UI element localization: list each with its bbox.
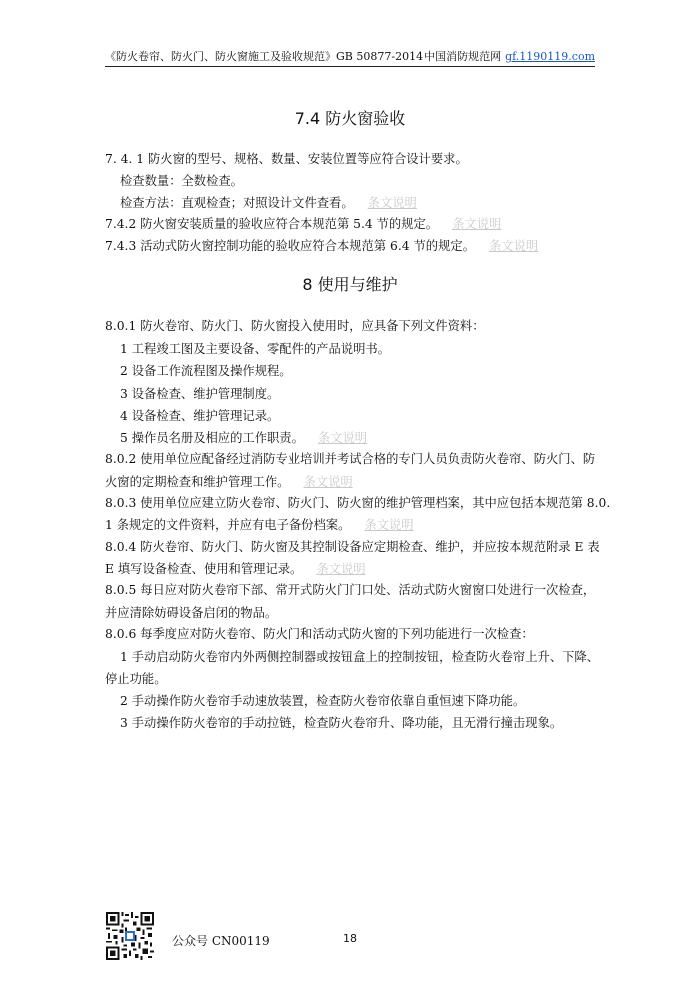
header-site	[424, 50, 595, 64]
page-header	[105, 50, 595, 67]
page-number: 18	[343, 932, 357, 945]
clause-8-0-3-cont: 1 条规定的文件资料，并应有电子备份档案。 条文说明	[105, 518, 414, 532]
clause-note-link[interactable]: 条文说明	[316, 562, 366, 576]
clause-8-0-5: 8.0.5 每日应对防火卷帘下部、常开式防火门门口处、活动式防火窗窗口处进行一次检查，	[105, 583, 596, 597]
clause-8-0-2-cont: 火窗的定期检查和维护管理工作。 条文说明	[105, 475, 353, 489]
section-7-4-title: 7.4 防火窗验收	[294, 109, 406, 128]
check-quantity: 检查数量：全数检查。	[120, 174, 243, 188]
list-item: 4 设备检查、维护管理记录。	[120, 409, 280, 423]
check-method: 检查方法：直观检查；对照设计文件查看。 条文说明	[120, 196, 417, 210]
clause-note-link[interactable]: 条文说明	[303, 475, 353, 489]
clause-8-0-6: 8.0.6 每季度应对防火卷帘、防火门和活动式防火窗的下列功能进行一次检查：	[105, 627, 534, 641]
clause-note-link[interactable]: 条文说明	[364, 518, 414, 532]
clause-7-4-2: 7.4.2 防火窗安装质量的验收应符合本规范第 5.4 节的规定。 条文说明	[105, 217, 502, 231]
footer-account: 公众号 CN00119	[172, 934, 270, 948]
clause-note-link[interactable]: 条文说明	[367, 196, 417, 210]
clause-note-link[interactable]: 条文说明	[452, 217, 502, 231]
list-item: 1 工程竣工图及主要设备、零配件的产品说明书。	[120, 342, 390, 356]
clause-8-0-4-cont: E 填写设备检查、使用和管理记录。 条文说明	[105, 562, 366, 576]
section-8-title: 8 使用与维护	[302, 275, 398, 294]
list-item: 2 手动操作防火卷帘手动速放装置，检查防火卷帘依靠自重恒速下降功能。	[120, 694, 526, 708]
qr-code-icon	[106, 912, 154, 960]
clause-8-0-5-cont: 并应清除妨碍设备启闭的物品。	[105, 606, 278, 620]
clause-7-4-1: 7. 4. 1 防火窗的型号、规格、数量、安装位置等应符合设计要求。	[105, 152, 468, 166]
clause-note-link[interactable]: 条文说明	[317, 431, 368, 445]
clause-8-0-4: 8.0.4 防火卷帘、防火门、防火窗及其控制设备应定期检查、维护，并应按本规范附录 E 表	[105, 540, 600, 554]
list-item: 2 设备工作流程图及操作规程。	[120, 364, 292, 378]
header-doc-title: 《防火卷帘、防火门、防火窗施工及验收规范》GB 50877-2014	[105, 50, 424, 63]
list-item: 3 设备检查、维护管理制度。	[120, 387, 280, 401]
list-item: 3 手动操作防火卷帘的手动拉链，检查防火卷帘升、降功能，且无滑行撞击现象。	[120, 716, 563, 730]
header-site-name: 中国消防规范网	[424, 50, 502, 63]
clause-7-4-3: 7.4.3 活动式防火窗控制功能的验收应符合本规范第 6.4 节的规定。 条文说明	[105, 239, 539, 253]
clause-8-0-1: 8.0.1 防火卷帘、防火门、防火窗投入使用时，应具备下列文件资料：	[105, 319, 485, 333]
clause-8-0-2: 8.0.2 使用单位应配备经过消防专业培训并考试合格的专门人员负责防火卷帘、防火门、防	[105, 452, 596, 466]
list-item: 1 手动启动防火卷帘内外两侧控制器或按钮盒上的控制按钮，检查防火卷帘上升、下降、	[120, 650, 600, 664]
list-item: 5 操作员名册及相应的工作职责。 条文说明	[120, 431, 368, 445]
list-item-cont: 停止功能。	[105, 672, 167, 686]
header-site-link[interactable]: gf.1190119.com	[505, 50, 595, 63]
clause-note-link[interactable]: 条文说明	[489, 239, 539, 253]
clause-8-0-3: 8.0.3 使用单位应建立防火卷帘、防火门、防火窗的维护管理档案，其中应包括本规范第 8.0.	[105, 496, 611, 510]
